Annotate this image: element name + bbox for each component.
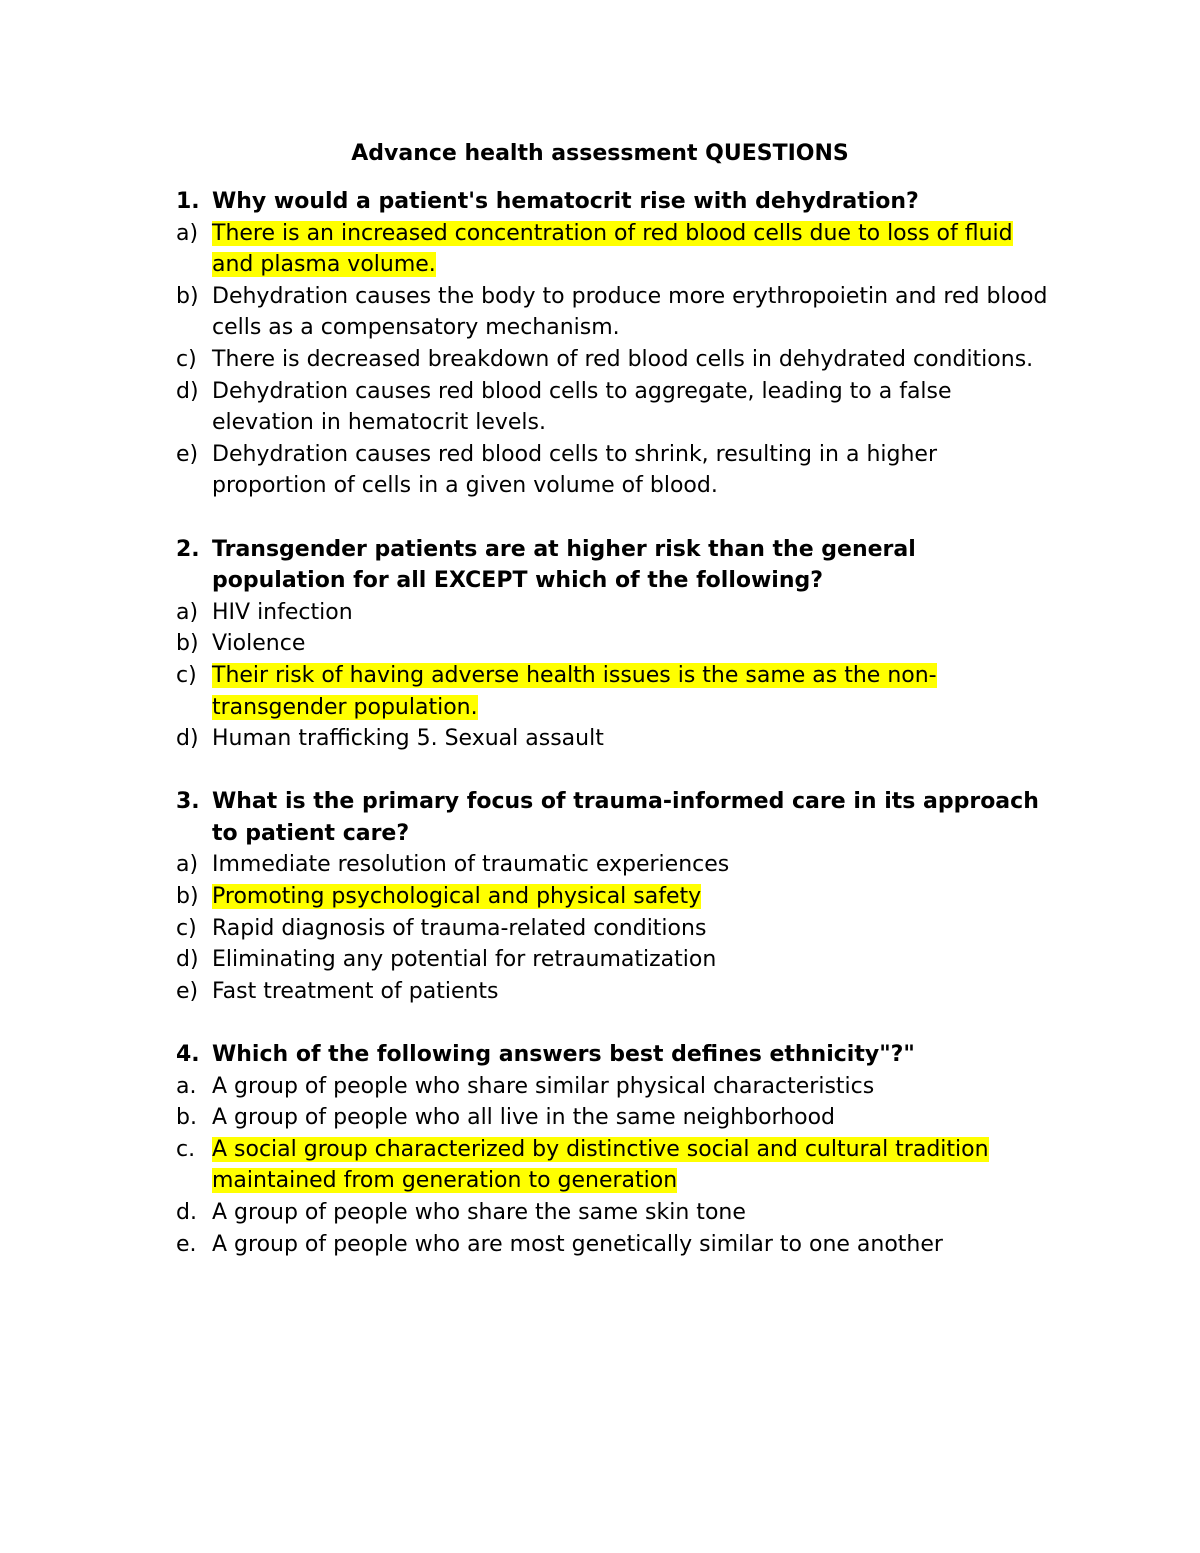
question-number: 2. xyxy=(176,536,200,562)
question-number: 4. xyxy=(176,1042,200,1068)
option-marker: c) xyxy=(176,915,197,941)
option-marker: d) xyxy=(176,378,199,404)
option-text: Dehydration causes the body to produce more erythropoietin and red blood cells as a compensatory mechanism. xyxy=(212,283,1048,341)
option-marker: e. xyxy=(176,1231,197,1257)
question-stem xyxy=(176,534,1056,597)
option-marker: c) xyxy=(176,662,197,688)
option-text-highlighted: Promoting psychological and physical safety xyxy=(212,884,702,910)
question-stem xyxy=(176,786,1056,849)
answer-option xyxy=(176,376,1056,439)
option-marker: b. xyxy=(176,1105,197,1131)
option-text: Immediate resolution of traumatic experiences xyxy=(212,852,730,878)
option-text: A group of people who share similar physical characteristics xyxy=(212,1073,875,1099)
answer-option xyxy=(176,439,1056,502)
answer-option xyxy=(176,944,1056,976)
option-text: Fast treatment of patients xyxy=(212,978,499,1004)
option-text: Dehydration causes red blood cells to shrink, resulting in a higher proportion of cells in a given volume of blood. xyxy=(212,441,937,499)
answer-option xyxy=(176,849,1056,881)
question-text: Transgender patients are at higher risk than the general population for all EXCEPT which of the following? xyxy=(212,536,916,594)
answer-option xyxy=(176,218,1056,281)
option-marker: d. xyxy=(176,1200,197,1225)
question-text: What is the primary focus of trauma-informed care in its approach to patient care? xyxy=(212,789,1039,846)
question-stem xyxy=(176,1039,1056,1071)
option-text: HIV infection xyxy=(212,599,353,625)
answer-option xyxy=(176,344,1056,376)
answer-option xyxy=(176,1071,1056,1103)
answer-option xyxy=(176,660,1056,723)
question-number: 1. xyxy=(176,189,200,214)
option-marker: e) xyxy=(176,978,199,1004)
option-text: There is decreased breakdown of red blood cells in dehydrated conditions. xyxy=(212,346,1034,372)
question-3 xyxy=(176,786,1056,1007)
option-text: Eliminating any potential for retraumatization xyxy=(212,947,717,973)
answer-option xyxy=(176,628,1056,660)
option-text: Rapid diagnosis of trauma-related conditions xyxy=(212,915,707,941)
answer-option xyxy=(176,281,1056,344)
option-marker: d) xyxy=(176,726,199,752)
option-text-highlighted: There is an increased concentration of red blood cells due to loss of fluid and plasma volume. xyxy=(212,220,1013,278)
option-marker: a) xyxy=(176,220,199,246)
option-marker: a) xyxy=(176,852,199,878)
answer-option xyxy=(176,1229,1056,1261)
question-2 xyxy=(176,534,1056,755)
question-text: Which of the following answers best defines ethnicity"?" xyxy=(212,1042,915,1068)
answer-option xyxy=(176,597,1056,629)
option-text: Violence xyxy=(212,631,306,657)
option-marker: b) xyxy=(176,631,199,657)
question-4 xyxy=(176,1039,1056,1260)
option-marker: c) xyxy=(176,346,197,372)
option-marker: e) xyxy=(176,441,199,467)
option-text-highlighted: A social group characterized by distinctive social and cultural tradition maintained from generation to generation xyxy=(212,1136,989,1194)
question-number: 3. xyxy=(176,789,200,815)
option-marker: b) xyxy=(176,884,199,910)
answer-option xyxy=(176,913,1056,945)
answer-option xyxy=(176,1134,1056,1197)
option-marker: d) xyxy=(176,947,199,973)
answer-option xyxy=(176,1102,1056,1134)
question-stem xyxy=(176,186,1056,218)
document-title: Advance health assessment QUESTIONS xyxy=(351,141,849,166)
option-marker: b) xyxy=(176,283,199,309)
option-text-highlighted: Their risk of having adverse health issues is the same as the non-transgender population. xyxy=(212,662,937,720)
option-text: Dehydration causes red blood cells to aggregate, leading to a false elevation in hematocrit levels. xyxy=(212,378,952,436)
option-marker: a. xyxy=(176,1073,197,1099)
option-text: A group of people who share the same skin tone xyxy=(212,1200,746,1225)
option-text: A group of people who all live in the same neighborhood xyxy=(212,1105,836,1131)
option-marker: c. xyxy=(176,1136,196,1162)
option-text: Human trafficking 5. Sexual assault xyxy=(212,726,604,752)
option-text: A group of people who are most genetically similar to one another xyxy=(212,1231,943,1257)
answer-option xyxy=(176,1197,1056,1229)
option-marker: a) xyxy=(176,599,199,625)
question-text: Why would a patient's hematocrit rise with dehydration? xyxy=(212,189,919,214)
question-1 xyxy=(176,186,1056,502)
answer-option xyxy=(176,881,1056,913)
answer-option xyxy=(176,976,1056,1008)
question-list xyxy=(176,186,1056,1292)
answer-option xyxy=(176,723,1056,755)
